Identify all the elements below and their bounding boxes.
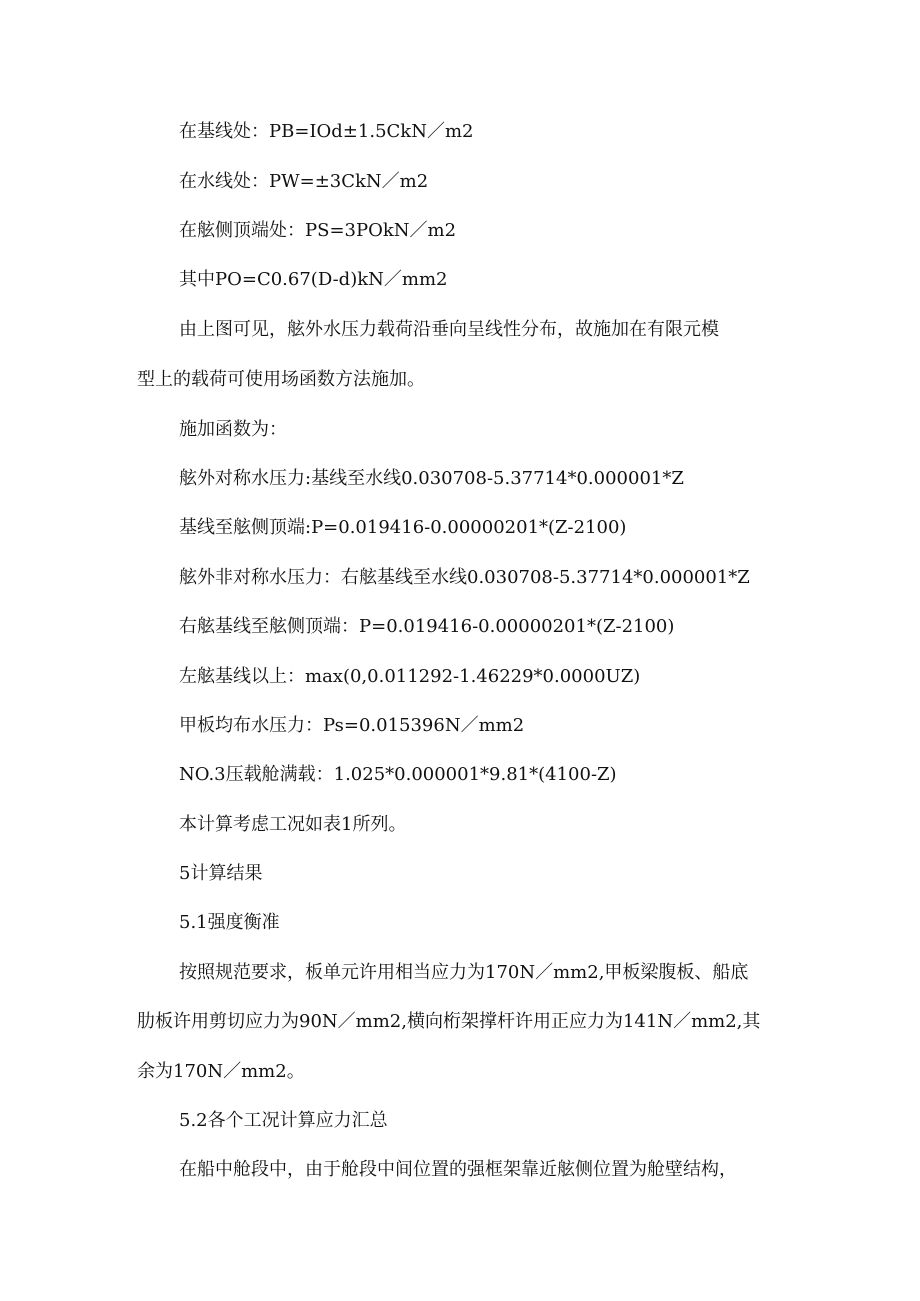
text-line-paragraph-linear-distribution: 由上图可见，舷外水压力载荷沿垂向呈线性分布，故施加在有限元模 [179,319,719,340]
text-line-deck-pressure: 甲板均布水压力：Ps=0.015396N／mm2 [179,715,525,736]
heading-strength-criteria: 5.1强度衡准 [179,912,280,933]
text-line-midship-segment: 在船中舱段中，由于舱段中间位置的强框架靠近舷侧位置为舱壁结构， [179,1159,737,1180]
text-line-waterline-pressure: 在水线处：PW=±3CkN／m2 [179,171,429,192]
text-line-applied-functions: 施加函数为： [179,419,287,440]
text-line-port-above-baseline: 左舷基线以上：max(0,0.011292-1.46229*0.0000UZ) [179,666,641,687]
text-line-paragraph-linear-distribution-cont: 型上的载荷可使用场函数方法施加。 [137,369,425,390]
text-line-symmetric-pressure: 舷外对称水压力:基线至水线0.030708-5.37714*0.000001*Z [179,468,684,489]
text-line-baseline-to-side-top: 基线至舷侧顶端:P=0.019416-0.00000201*(Z-2100) [179,517,627,538]
text-line-starboard-side-top: 右舷基线至舷侧顶端：P=0.019416-0.00000201*(Z-2100) [179,616,675,637]
text-line-asymmetric-pressure: 舷外非对称水压力：右舷基线至水线0.030708-5.37714*0.000001*Z [179,567,750,588]
text-line-allowable-stress: 按照规范要求，板单元许用相当应力为170N／mm2,甲板梁腹板、船底 [179,962,749,983]
text-line-baseline-pressure: 在基线处：PB=IOd±1.5CkN／m2 [179,121,474,142]
text-line-ballast-tank: NO.3压载舱满载：1.025*0.000001*9.81*(4100-Z) [179,764,617,785]
heading-calculation-results: 5计算结果 [179,863,263,884]
text-line-load-cases: 本计算考虑工况如表1所列。 [179,814,407,835]
text-line-allowable-stress-end: 余为170N／mm2。 [137,1061,305,1082]
text-line-allowable-stress-cont: 肋板许用剪切应力为90N／mm2,横向桁架撑杆许用正应力为141N／mm2,其 [137,1011,761,1032]
text-line-po-definition: 其中PO=C0.67(D-d)kN／mm2 [179,269,448,290]
heading-stress-summary: 5.2各个工况计算应力汇总 [179,1110,388,1131]
text-line-side-top-pressure: 在舷侧顶端处：PS=3POkN／m2 [179,220,457,241]
